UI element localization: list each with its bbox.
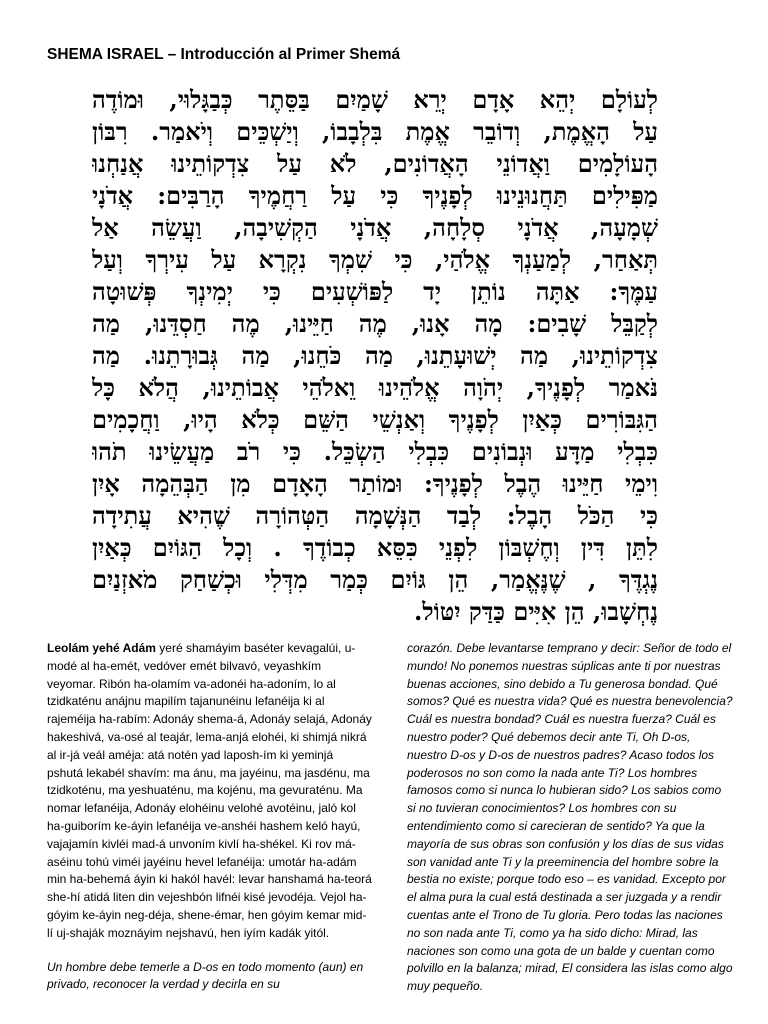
hebrew-line: לְעוֹלָם יְהֵא אָדָם יְרֵא שָׁמַיִם בַּסֵּתֶר כְּבַגָּלוּי, וּמוֹדֶה bbox=[92, 85, 658, 114]
hebrew-line: נֶגְדֶּךָ , שֶׁנֶּאֱמַר, הֵן גּוֹיִם כְּמַר מִדְּלִי וּכְשַׁחַק מֹאזְנַיִם bbox=[92, 565, 658, 594]
hebrew-line: שְׁמָעָה, אֲדֹנָי סְלָחָה, אֲדֹנָי הַקְשִׁיבָה, וַעֲשֵׂה אַל bbox=[92, 213, 658, 242]
transliteration-paragraph bbox=[47, 640, 372, 943]
hebrew-line: הַגִּבּוֹרִים כְּאַיִן לְפָנֶיךָ וְאַנְשֵׁי הַשֵּׁם כְּלֹא הָיוּ, וַחֲכָמִים bbox=[92, 405, 658, 434]
hebrew-line: לִתֵּן דִּין וְחֶשְׁבּוֹן לִפְנֵי כִּסֵּא כְבוֹדֶךָ . וְכָל הַגּוֹיִם כְּאַיִן bbox=[92, 533, 658, 562]
hebrew-line: כִּי הַכֹּל הָבֶל: לְבַד הַנְּשָׁמָה הַטְּהוֹרָה שֶׁהִיא עֲתִידָה bbox=[92, 501, 658, 530]
hebrew-prayer-text bbox=[92, 84, 658, 628]
transliteration-column bbox=[47, 640, 372, 994]
hebrew-line: מַפִּילִים תַּחֲנוּנֵינוּ לְפָנֶיךָ כִּי עַל רַחֲמֶיךָ הָרַבִּים: אֲדֹנָי bbox=[92, 181, 658, 210]
hebrew-line: וִימֵי חַיֵּינוּ הֶבֶל לְפָנֶיךָ: וּמוֹתַר הָאָדָם מִן הַבְּהֵמָה אָיִן bbox=[92, 469, 658, 498]
hebrew-line: כִּבְלִי מַדָּע וּנְבוֹנִים כִּבְלִי הַשְׂכֵּל. כִּי רֹב מַעֲשֵׂינוּ תֹהוּ bbox=[92, 437, 658, 466]
transliteration-body: yeré shamáyim baséter kevagalúi, u-modé al ha-emét, vedóver emét bilvavó, veyashkím veyomar. Ribón ha-olamím va-adonéi ha-adoním, lo al tzidkaténu anájnu mapilím tajanunéinu lefanéija ki al rajeméija ha-rabím: Adonáy shema-á, Adonáy selajá, Adonáy hakeshivá, va-osé al teajár, lema-anjá elohéi, ki shimjá nikrá al ir-já veál améja: atá notén yad laposh-ím ki yeminjá pshutá lekabél shavím: ma ánu, ma jayéinu, ma jasdénu, ma tzidkoténu, ma yeshuaténu, ma kojénu, ma gevuraténu. Ma nomar lefanéija, Adonáy elohéinu velohé avotéinu, jaló kol ha-guiborím ke-áyin lefanéija ve-anshéi hashem keló hayú, vajajamín kivléi mad-á unvoním kivlí ha-shékel. Ki rov má-aséinu tohú viméi jayéinu hevel lefanéija: umotár ha-adám min ha-behemá áyin ki hakól havél: levar hanshamá ha-teorá she-hí atidá liten din vejeshbón lifnéi kisé jevodéja. Vejol ha-góyim ke-áyin neg-déja, shene-émar, hen góyim kemar mid-lí uj-shaják moznáyim nejshavú, hen iyím kadák yitól. bbox=[47, 641, 372, 940]
hebrew-line: צִדְקוֹתֵינוּ, מַה יְשׁוּעָתֵנוּ, מַה כֹּחֵנוּ, מַה גְּבוּרָתֵנוּ. מַה bbox=[92, 341, 658, 370]
hebrew-line: לְקַבֵּל שָׁבִים: מָה אָנוּ, מֶה חַיֵּינוּ, מֶה חַסְדֵּנוּ, מַה bbox=[92, 309, 658, 338]
transliteration-lead: Leolám yehé Adám bbox=[47, 641, 156, 655]
page-title: SHEMA ISRAEL – Introducción al Primer Shemá bbox=[47, 46, 401, 63]
hebrew-line: הָעוֹלָמִים וַאֲדוֹנֵי הָאֲדוֹנִים, לֹא עַל צִדְקוֹתֵינוּ אֲנַחְנוּ bbox=[92, 149, 658, 178]
hebrew-line: עַמֶּךָ: אַתָּה נוֹתֵן יָד לַפּוֹשְׁעִים כִּי יְמִינְךָ פְּשׁוּטָה bbox=[92, 277, 658, 306]
translation-column bbox=[407, 640, 733, 996]
translation-paragraph-start: Un hombre debe temerle a D-os en todo momento (aun) en privado, reconocer la verdad y decirla en su bbox=[47, 959, 364, 992]
hebrew-line: נֹּאמַר לְפָנֶיךָ, יְהֹוָה אֱלֹהֵינוּ וֵאלֹהֵי אֲבוֹתֵינוּ, הֲלֹא כָּל bbox=[92, 373, 658, 402]
hebrew-line: תְּאַחַר, לְמַעַנְךָ אֱלֹהַי, כִּי שִׁמְךָ נִקְרָא עַל עִירְךָ וְעַל bbox=[92, 245, 658, 274]
translation-paragraph-continued: corazón. Debe levantarse temprano y decir: Señor de todo el mundo! No ponemos nuestras súplicas ante ti por nuestras buenas acciones, sino debido a Tu generosa bondad. Qué somos? Qué es nuestra vida? Qué es nuestra benevolencia? Cuál es nuestra bondad? Cuál es nuestra fuerza? Cuál es nuestro poder? Qué debemos decir ante Ti, Oh D-os, nuestro D-os y D-os de nuestros padres? Acaso todos los poderosos no son como la nada ante Ti? Los hombres famosos como si nunca lo hubieran sido? Los sabios como si no tuvieran conocimientos? Los hombres con su entendimiento como si carecieran de sentido? Ya que la mayoría de sus obras son confusión y los días de sus vidas son vanidad ante Ti y la preeminencia del hombre sobre la bestia no existe; porque todo eso – es vanidad. Excepto por el alma pura la cual está destinada a ser juzgada y a rendir cuentas ante el Trono de Tu gloria. Pero todas las naciones no son nada ante Ti, como ya ha sido dicho: Mirad, las naciones son como una gota de un balde y cuentan como polvillo en la balanza; mirad, El considera las islas como algo muy pequeño. bbox=[407, 641, 733, 994]
hebrew-line: נֶחְשָׁבוּ, הֵן אִיִּים כַּדַּק יִטּוֹל. bbox=[413, 597, 658, 626]
hebrew-line: עַל הָאֱמֶת, וְדוֹבֵר אֱמֶת בִּלְבָבוֹ, וְיַשְׁכֵּים וְיֹאמַר. רִבּוֹן bbox=[92, 117, 658, 146]
